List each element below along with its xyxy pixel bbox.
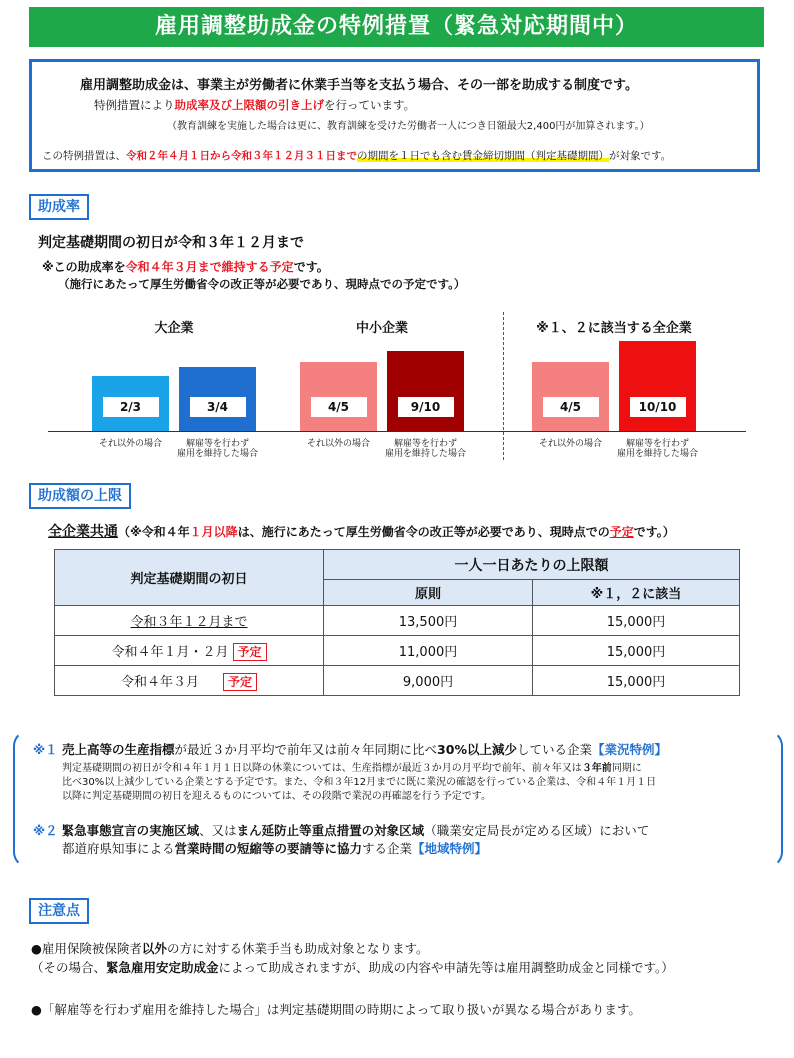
row-period: 令和４年１月・２月 予定	[55, 636, 324, 666]
row-principle: 13,500円	[324, 606, 533, 636]
chart-baseline	[48, 431, 746, 432]
caution-bullet-1: ●雇用保険被保険者以外の方に対する休業手当も助成対象となります。 （その場合、緊急雇用安定助成金によって助成されますが、助成の内容や申請先等は雇用調整助成金と同様です。）	[31, 941, 674, 975]
chart-bar-label: 3/4	[190, 397, 246, 417]
row-period: 令和３年１２月まで	[55, 606, 324, 636]
special-case-notes	[13, 730, 783, 868]
limit-table	[54, 549, 740, 696]
intro-line-2: 特例措置により助成率及び上限額の引き上げを行っています。	[94, 98, 416, 112]
note-1-detail: 判定基礎期間の初日が令和４年１月１日以降の休業については、生産指標が最近３か月の月平均で前年、前々年又は３年前同期に 比べ30%以上減少している企業とする予定です。また、令和３年12月までに既に業況の確認を行っている企業は、令和４年１月１日 以降に判定基礎期間の初日を迎えるものについては、その段階で業況の再確認を行う予定です。	[62, 763, 657, 802]
row-principle: 11,000円	[324, 636, 533, 666]
chart-group-title: 大企業	[154, 321, 194, 336]
chart-bar	[179, 367, 256, 431]
row-special: 15,000円	[533, 666, 740, 696]
chart-bar	[387, 351, 464, 431]
chart-bar-caption: それ以外の場合	[98, 439, 162, 449]
chart-bar-label: 2/3	[103, 397, 159, 417]
chart-bar-label: 4/5	[543, 397, 599, 417]
chart-group-title: ※１、２に該当する全企業	[536, 321, 692, 336]
yotei-badge: 予定	[233, 643, 267, 661]
table-row	[55, 606, 740, 636]
intro-line-4: この特例措置は、令和２年４月１日から令和３年１２月３１日までの期間を１日でも含む賃金締切期間（判定基礎期間）が対象です。	[42, 150, 672, 162]
chart-bar	[532, 362, 609, 431]
chart-bar-caption: それ以外の場合	[306, 439, 370, 449]
col-special-header: ※１，２に該当	[533, 580, 740, 606]
note-2: ※２ 緊急事態宣言の実施区域、又はまん延防止等重点措置の対象区域（職業安定局長が定める区域）において 都道府県知事による営業時間の短縮等の要請等に協力する企業【地域特例】	[33, 823, 650, 856]
chart-bar-caption: 解雇等を行わず 雇用を維持した場合	[176, 439, 258, 459]
chart-bar-caption: 解雇等を行わず 雇用を維持した場合	[384, 439, 466, 459]
caution-bullet-2: ●「解雇等を行わず雇用を維持した場合」は判定基礎期間の時期によって取り扱いが異なる場合があります。	[31, 1002, 641, 1017]
subsidy-rate-chart	[0, 300, 794, 470]
chart-bar	[92, 376, 169, 431]
note-1: ※１ 売上高等の生産指標が最近３か月平均で前年又は前々年同期に比べ30%以上減少している企業【業況特例】	[33, 742, 667, 757]
yotei-badge: 予定	[223, 673, 257, 691]
page-title: 雇用調整助成金の特例措置（緊急対応期間中）	[29, 7, 764, 47]
chart-bar	[300, 362, 377, 431]
row-special: 15,000円	[533, 606, 740, 636]
chart-bar-label: 9/10	[398, 397, 454, 417]
chart-bar-caption: それ以外の場合	[538, 439, 602, 449]
table-row	[55, 636, 740, 666]
intro-box	[29, 59, 760, 172]
chart-bar	[619, 341, 696, 431]
chart-divider	[503, 312, 504, 460]
intro-line-3: （教育訓練を実施した場合は更に、教育訓練を受けた労働者一人につき日額最大2,400円が加算されます。）	[167, 121, 650, 132]
chart-group-title: 中小企業	[355, 321, 408, 336]
table-row	[55, 666, 740, 696]
caution-section-tag: 注意点	[29, 898, 89, 924]
col-period-header: 判定基礎期間の初日	[55, 550, 324, 606]
col-group-header: 一人一日あたりの上限額	[324, 550, 740, 580]
rate-note-1: ※この助成率を令和４年３月まで維持する予定です。	[42, 260, 329, 274]
rate-note-2: （施行にあたって厚生労働省令の改正等が必要であり、現時点での予定です。）	[58, 277, 466, 291]
chart-bar-label: 4/5	[311, 397, 367, 417]
intro-line-1: 雇用調整助成金は、事業主が労働者に休業手当等を支払う場合、その一部を助成する制度です。	[80, 78, 638, 93]
rate-heading: 判定基礎期間の初日が令和３年１２月まで	[38, 235, 304, 251]
chart-bar-caption: 解雇等を行わず 雇用を維持した場合	[616, 439, 698, 459]
row-period: 令和４年３月 予定	[55, 666, 324, 696]
row-special: 15,000円	[533, 636, 740, 666]
limit-common-note: 全企業共通（※令和４年１月以降は、施行にあたって厚生労働省令の改正等が必要であり、現時点での予定です。）	[48, 524, 675, 540]
rate-section-tag: 助成率	[29, 194, 89, 220]
chart-bar-label: 10/10	[630, 397, 686, 417]
limit-section-tag: 助成額の上限	[29, 483, 131, 509]
col-principle-header: 原則	[324, 580, 533, 606]
row-principle: 9,000円	[324, 666, 533, 696]
